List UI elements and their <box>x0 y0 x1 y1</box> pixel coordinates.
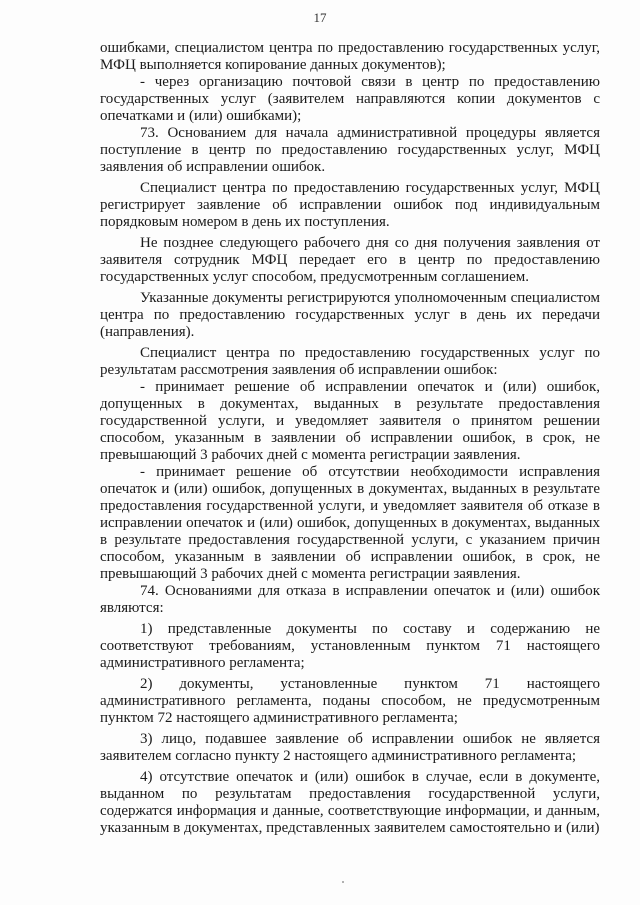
paragraph: - через организацию почтовой связи в центр по предоставлению государственных услуг (заявителем направляются копии документов с опечатками и (или) ошибками); <box>100 74 600 124</box>
paragraph: 73. Основанием для начала административной процедуры является поступление в центр по предоставлению государственных услуг, МФЦ заявления об исправлении ошибок. <box>100 125 600 175</box>
paragraph: ошибками, специалистом центра по предоставлению государственных услуг, МФЦ выполняется копирование данных документов); <box>100 40 600 73</box>
paragraph: - принимает решение об отсутствии необходимости исправления опечаток и (или) ошибок, допущенных в документах, выданных в результате предоставления государственной услуги, и уведомляет заявителя об отказе в исправлении опечаток и (или) ошибок, допущенных в документах, выданных в результате предоставления государственной услуги, с указанием причин способом, указанным в заявлении об исправлении ошибок, в срок, не превышающий 3 рабочих дней с момента регистрации заявления. <box>100 464 600 582</box>
scan-artifact <box>342 881 344 883</box>
paragraph: 3) лицо, подавшее заявление об исправлении ошибок не является заявителем согласно пункту 2 настоящего административного регламента; <box>100 731 600 764</box>
paragraph: Специалист центра по предоставлению государственных услуг по результатам рассмотрения заявления об исправлении ошибок: <box>100 345 600 378</box>
paragraph: - принимает решение об исправлении опечаток и (или) ошибок, допущенных в документах, выданных в результате предоставления государственной услуги, и уведомляет заявителя о принятом решении способом, указанным в заявлении об исправлении ошибок, в срок, не превышающий 3 рабочих дней с момента регистрации заявления. <box>100 379 600 463</box>
paragraph: 1) представленные документы по составу и содержанию не соответствуют требованиям, установленным пунктом 71 настоящего административного регламента; <box>100 621 600 671</box>
paragraph: 2) документы, установленные пунктом 71 настоящего административного регламента, поданы способом, не предусмотренным пунктом 72 настоящего административного регламента; <box>100 676 600 726</box>
page-number: 17 <box>313 10 327 25</box>
paragraph: 74. Основаниями для отказа в исправлении опечаток и (или) ошибок являются: <box>100 583 600 616</box>
paragraph: Указанные документы регистрируются уполномоченным специалистом центра по предоставлению государственных услуг в день их передачи (направления). <box>100 290 600 340</box>
paragraph: 4) отсутствие опечаток и (или) ошибок в случае, если в документе, выданном по результатам предоставления государственной услуги, содержатся информация и данные, соответствующие информации, и данным, указанным в документах, представленных заявителем самостоятельно и (или) <box>100 769 600 836</box>
paragraph: Не позднее следующего рабочего дня со дня получения заявления от заявителя сотрудник МФЦ передает его в центр по предоставлению государственных услуг способом, предусмотренным соглашением. <box>100 235 600 285</box>
document-body <box>100 40 600 837</box>
paragraph: Специалист центра по предоставлению государственных услуг, МФЦ регистрирует заявление об исправлении ошибок под индивидуальным порядковым номером в день их поступления. <box>100 180 600 230</box>
